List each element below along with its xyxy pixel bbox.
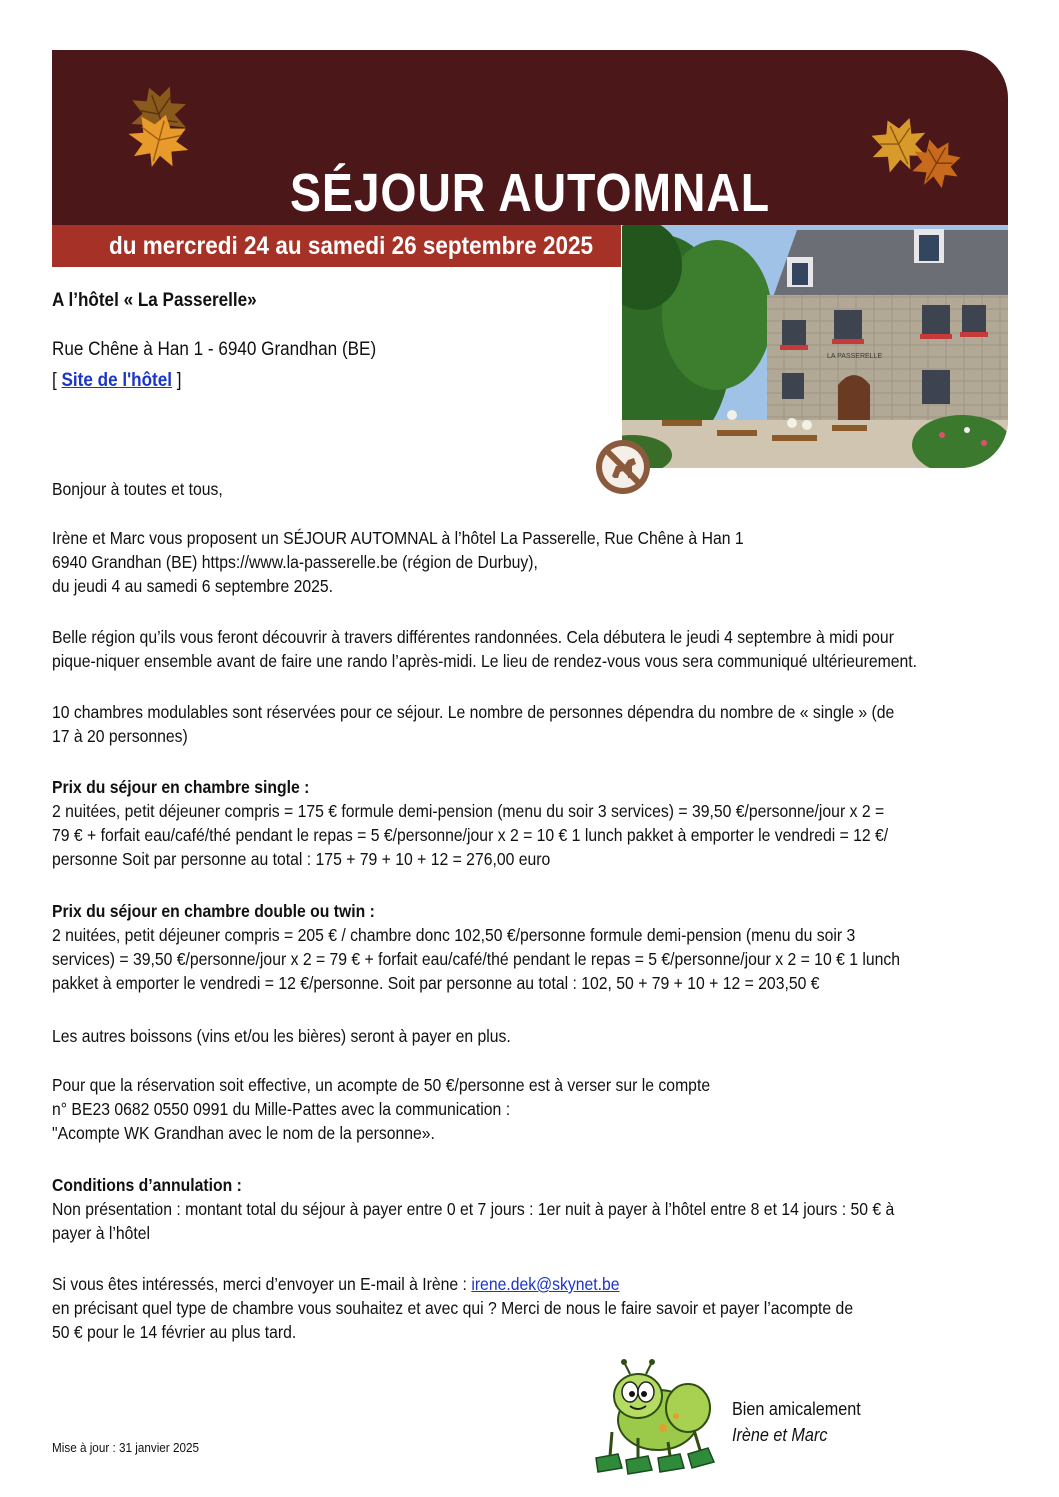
cancellation-conditions: Conditions d’annulation : Non présentation : montant total du séjour à payer entre 0 et 7 jours : 1er nuit à payer à l’hôtel entre 8 et 14 jours : 50 € à payer à l’hôtel bbox=[52, 1175, 895, 1243]
hotel-sign: LA PASSERELLE bbox=[827, 353, 883, 360]
page-title: SÉJOUR AUTOMNAL bbox=[290, 163, 770, 223]
date-range: du mercredi 24 au samedi 26 septembre 2025 bbox=[109, 232, 594, 260]
signature bbox=[732, 1396, 875, 1448]
region-paragraph: Belle région qu’ils vous feront découvrir à travers différentes randonnées. Cela débutera le jeudi 4 septembre à midi pour pique-niquer ensemble avant de faire une rando l’après-midi. Le lieu de rendez-vous vous sera communiqué ultérieurement. bbox=[52, 627, 917, 671]
single-room-price: Prix du séjour en chambre single : 2 nuitées, petit déjeuner compris = 175 € formule demi-pension (menu du soir 3 services) = 39,50 €/personne/jour x 2 = 79 € + forfait eau/café/thé pendant le repas = 5 €/personne/jour x 2 = 10 € 1 lunch pakket à emporter le vendredi = 12 €/ personne Soit par personne au total : 175 + 79 + 10 + 12 = 276,00 euro bbox=[52, 777, 889, 869]
hotel-website-link[interactable]: Site de l'hôtel bbox=[61, 370, 172, 391]
no-dogs-icon bbox=[594, 438, 652, 496]
autumn-leaf-icon bbox=[124, 110, 194, 170]
hotel-address: Rue Chêne à Han 1 - 6940 Grandhan (BE) bbox=[52, 339, 377, 360]
hotel-name: A l’hôtel « La Passerelle» bbox=[52, 290, 257, 311]
title-banner bbox=[52, 50, 1008, 225]
caterpillar-mascot-icon bbox=[588, 1358, 722, 1480]
date-bar bbox=[52, 225, 621, 267]
rooms-paragraph: 10 chambres modulables sont réservées pour ce séjour. Le nombre de personnes dépendra du nombre de « single » (de 17 à 20 personnes) bbox=[52, 702, 895, 746]
hotel-link-wrapper bbox=[52, 370, 196, 392]
contact-paragraph: Si vous êtes intéressés, merci d’envoyer un E-mail à Irène : irene.dek@skynet.be en précisant quel type de chambre vous souhaitez et avec qui ? Merci de nous le faire savoir et payer l’acompte de 50 € pour le 14 février au plus tard. bbox=[52, 1274, 854, 1342]
greeting: Bonjour à toutes et tous, bbox=[52, 479, 223, 499]
cancellation-title: Conditions d’annulation : bbox=[52, 1175, 242, 1195]
bracket-close: ] bbox=[171, 370, 182, 391]
closing: Bien amicalement bbox=[732, 1399, 861, 1419]
single-price-title: Prix du séjour en chambre single : bbox=[52, 777, 310, 797]
hotel-photo bbox=[622, 225, 1008, 468]
double-price-title: Prix du séjour en chambre double ou twin : bbox=[52, 901, 375, 921]
deposit-paragraph: Pour que la réservation soit effective, un acompte de 50 €/personne est à verser sur le compte n° BE23 0682 0550 0991 du Mille-Pattes avec la communication : "Acompte WK Grandhan avec le nom de la personne». bbox=[52, 1075, 711, 1143]
contact-email-link[interactable]: irene.dek@skynet.be bbox=[471, 1274, 620, 1294]
update-date: Mise à jour : 31 janvier 2025 bbox=[52, 1440, 199, 1455]
signature-names: Irène et Marc bbox=[732, 1425, 828, 1445]
autumn-leaf-icon bbox=[908, 136, 964, 192]
double-room-price: Prix du séjour en chambre double ou twin : 2 nuitées, petit déjeuner compris = 205 € / chambre donc 102,50 €/personne formule demi-pension (menu du soir 3 services) = 39,50 €/personne/jour x 2 = 79 € + forfait eau/café/thé pendant le repas = 5 €/personne/jour x 2 = 10 € 1 lunch pakket à emporter le vendredi = 12 €/personne. Soit par personne au total : 102, 50 + 79 + 10 + 12 = 203,50 € bbox=[52, 901, 901, 993]
drinks-note: Les autres boissons (vins et/ou les bières) seront à payer en plus. bbox=[52, 1026, 511, 1046]
intro-paragraph: Irène et Marc vous proposent un SÉJOUR AUTOMNAL à l’hôtel La Passerelle, Rue Chêne à Han 1 6940 Grandhan (BE) https://www.la-passerelle.be (région de Durbuy), du jeudi 4 au samedi 6 septembre 2025. bbox=[52, 528, 744, 596]
bracket-open: [ bbox=[52, 370, 62, 391]
